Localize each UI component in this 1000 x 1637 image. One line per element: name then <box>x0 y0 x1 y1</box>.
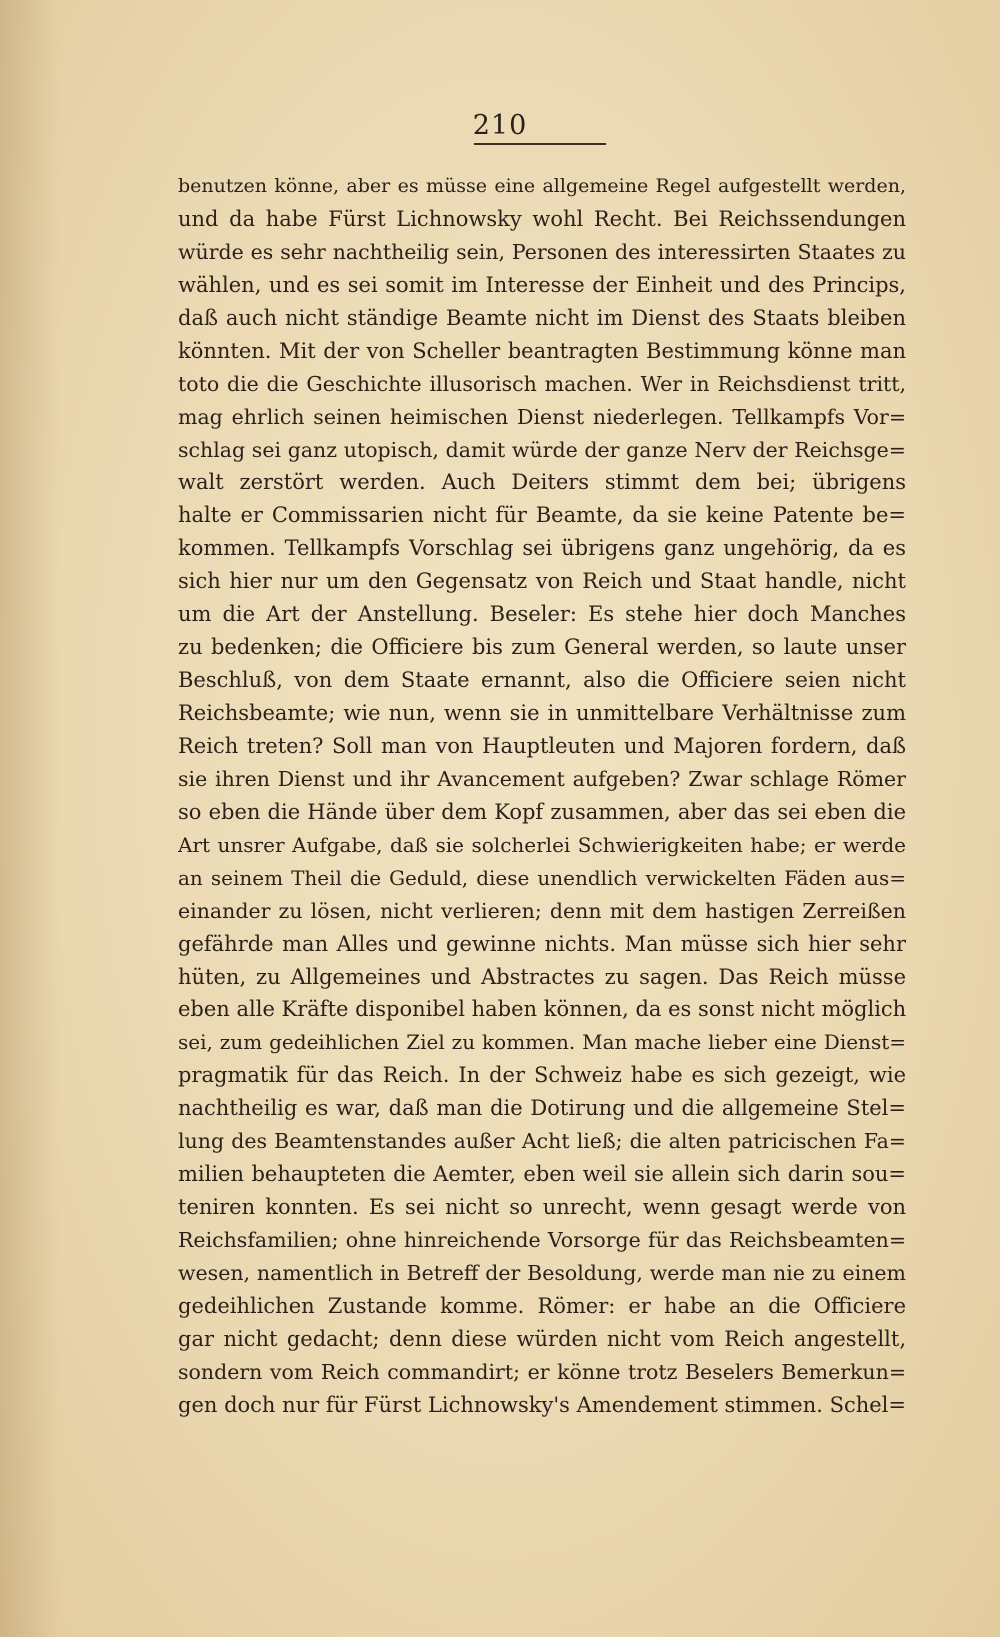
text-line: teniren konnten. Es sei nicht so unrecht, wenn gesagt werde von <box>178 1195 906 1220</box>
text-line: lung des Beamtenstandes außer Acht ließ; die alten patricischen Fa= <box>178 1129 906 1154</box>
text-line: wesen, namentlich in Betreff der Besoldung, werde man nie zu einem <box>178 1260 906 1285</box>
text-line: nachtheilig es war, daß man die Dotirung und die allgemeine Stel= <box>178 1096 906 1121</box>
text-line: Reich treten? Soll man von Hauptleuten und Majoren fordern, daß <box>178 733 906 758</box>
text-line: sondern vom Reich commandirt; er könne trotz Beselers Bemerkun= <box>178 1359 906 1384</box>
header-rule <box>474 143 606 145</box>
text-line: sei, zum gedeihlichen Ziel zu kommen. Man mache lieber eine Dienst= <box>178 1030 906 1055</box>
text-line: Art unsrer Aufgabe, daß sie solcherlei Schwierigkeiten habe; er werde <box>178 832 906 857</box>
text-line: pragmatik für das Reich. In der Schweiz habe es sich gezeigt, wie <box>178 1063 906 1088</box>
text-line: und da habe Fürst Lichnowsky wohl Recht. Bei Reichssendungen <box>178 206 906 231</box>
text-line: an seinem Theil die Geduld, diese unendlich verwickelten Fäden aus= <box>178 865 906 890</box>
text-line: Beschluß, von dem Staate ernannt, also die Officiere seien nicht <box>178 668 906 693</box>
page-number: 210 <box>472 110 528 141</box>
text-line: hüten, zu Allgemeines und Abstractes zu sagen. Das Reich müsse <box>178 964 906 989</box>
text-line: eben alle Kräfte disponibel haben können, da es sonst nicht möglich <box>178 997 906 1022</box>
text-line: gar nicht gedacht; denn diese würden nicht vom Reich angestellt, <box>178 1326 906 1351</box>
text-line: würde es sehr nachtheilig sein, Personen des interessirten Staates zu <box>178 239 906 264</box>
text-line: zu bedenken; die Officiere bis zum General werden, so laute unser <box>178 635 906 660</box>
text-line: sich hier nur um den Gegensatz von Reich und Staat handle, nicht <box>178 569 906 594</box>
text-line: so eben die Hände über dem Kopf zusammen, aber das sei eben die <box>178 799 906 824</box>
text-line: daß auch nicht ständige Beamte nicht im Dienst des Staats bleiben <box>178 305 906 330</box>
text-line: könnten. Mit der von Scheller beantragten Bestimmung könne man <box>178 338 906 363</box>
text-line: um die Art der Anstellung. Beseler: Es stehe hier doch Manches <box>178 602 906 627</box>
text-line: walt zerstört werden. Auch Deiters stimmt dem bei; übrigens <box>178 470 906 495</box>
text-line: mag ehrlich seinen heimischen Dienst niederlegen. Tellkampfs Vor= <box>178 404 906 429</box>
text-line: gen doch nur für Fürst Lichnowsky's Amendement stimmen. Schel= <box>178 1392 906 1417</box>
text-line: kommen. Tellkampfs Vorschlag sei übrigens ganz ungehörig, da es <box>178 536 906 561</box>
text-line: gefährde man Alles und gewinne nichts. Man müsse sich hier sehr <box>178 931 906 956</box>
body-text <box>178 170 906 1422</box>
text-line: toto die die Geschichte illusorisch machen. Wer in Reichsdienst tritt, <box>178 371 906 396</box>
text-line: schlag sei ganz utopisch, damit würde der ganze Nerv der Reichsge= <box>178 437 906 462</box>
text-line: benutzen könne, aber es müsse eine allgemeine Regel aufgestellt werden, <box>178 175 906 197</box>
text-line: wählen, und es sei somit im Interesse der Einheit und des Princips, <box>178 272 906 297</box>
text-line: einander zu lösen, nicht verlieren; denn mit dem hastigen Zerreißen <box>178 898 906 923</box>
text-line: Reichsfamilien; ohne hinreichende Vorsorge für das Reichsbeamten= <box>178 1228 906 1252</box>
page-gutter-shadow <box>0 0 60 1637</box>
text-line: sie ihren Dienst und ihr Avancement aufgeben? Zwar schlage Römer <box>178 766 906 791</box>
text-line: gedeihlichen Zustande komme. Römer: er habe an die Officiere <box>178 1293 906 1318</box>
text-line: Reichsbeamte; wie nun, wenn sie in unmittelbare Verhältnisse zum <box>178 701 906 725</box>
text-line: halte er Commissarien nicht für Beamte, da sie keine Patente be= <box>178 503 906 528</box>
text-line: milien behaupteten die Aemter, eben weil sie allein sich darin sou= <box>178 1162 906 1187</box>
